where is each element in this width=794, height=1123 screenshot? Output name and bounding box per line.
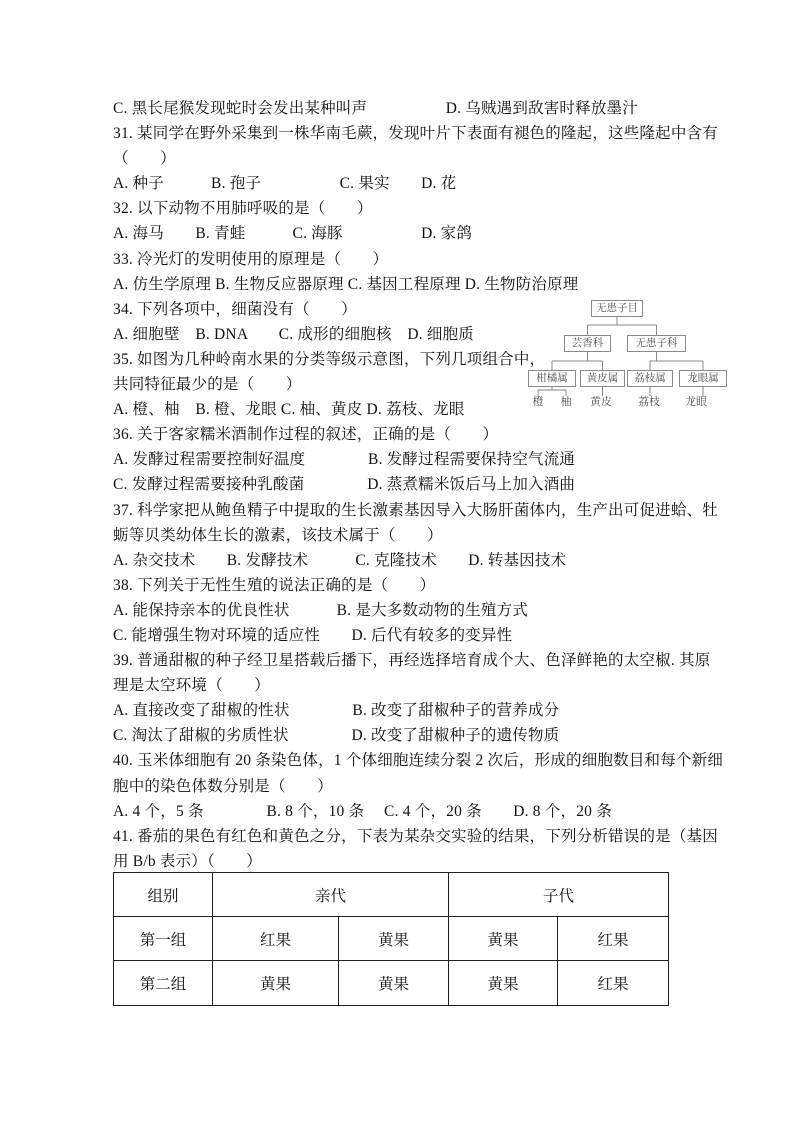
q37-text-2: 蛎等贝类幼体生长的激素，该技术属于（ ） [113, 526, 443, 544]
q38-text: 38. 下列关于无性生殖的说法正确的是（ ） [113, 576, 436, 594]
diagram-leaf-orange: 橙 [532, 396, 544, 408]
q37-options: A. 杂交技术 B. 发酵技术 C. 克隆技术 D. 转基因技术 [113, 551, 567, 569]
cell-offspring-2: 红果 [558, 961, 669, 1006]
q36-options-ab: A. 发酵过程需要控制好温度 B. 发酵过程需要保持空气流通 [113, 451, 576, 469]
diagram-leaf-lychee: 荔枝 [638, 396, 660, 408]
q39-text-1: 39. 普通甜椒的种子经卫星搭载后播下，再经选择培育成个大、色泽鲜艳的太空椒. 其原 [113, 652, 711, 670]
diagram-node-genus-citrus: 柑橘属 [528, 370, 576, 387]
cell-group: 第二组 [114, 961, 213, 1006]
diagram-leaf-pomelo: 柚 [560, 396, 572, 408]
q34-text: 34. 下列各项中，细菌没有（ ） [113, 300, 357, 318]
diagram-leaf-wampee: 黄皮 [590, 396, 612, 408]
diagram-leaf-longan: 龙眼 [685, 396, 707, 408]
q31-options: A. 种子 B. 孢子 C. 果实 D. 花 [113, 175, 457, 193]
diagram-node-genus-clausena: 黄皮属 [580, 370, 625, 387]
diagram-node-order: 无患子目 [591, 300, 643, 317]
q38-options-ab: A. 能保持亲本的优良性状 B. 是大多数动物的生殖方式 [113, 601, 529, 619]
cell-parent-2: 黄果 [339, 961, 449, 1006]
q40-options: A. 4 个，5 条 B. 8 个，10 条 C. 4 个，20 条 D. 8 个，20 条 [113, 802, 612, 820]
table-row [114, 917, 669, 961]
q41-text-2: 用 B/b 表示）（ ） [113, 852, 262, 870]
q35-text-1: 35. 如图为几种岭南水果的分类等级示意图，下列几项组合中， [113, 350, 546, 368]
cell-parent-2: 黄果 [339, 917, 449, 961]
diagram-node-genus-longan: 龙眼属 [679, 370, 727, 387]
diagram-node-genus-litchi: 荔枝属 [627, 370, 673, 387]
cell-offspring-1: 黄果 [449, 961, 558, 1006]
table-header-row [114, 873, 669, 917]
q32-options: A. 海马 B. 青蛙 C. 海豚 D. 家鸽 [113, 225, 473, 243]
question-text-block [113, 96, 753, 874]
cell-parent-1: 黄果 [213, 961, 339, 1006]
q40-text-1: 40. 玉米体细胞有 20 条染色体，1 个体细胞连续分裂 2 次后，形成的细胞数目和每个新细 [113, 752, 724, 770]
cross-experiment-table [113, 872, 669, 1006]
q32-text: 32. 以下动物不用肺呼吸的是（ ） [113, 200, 373, 218]
q39-options-cd: C. 淘汰了甜椒的劣质性状 D. 改变了甜椒种子的遗传物质 [113, 727, 560, 745]
q34-options: A. 细胞壁 B. DNA C. 成形的细胞核 D. 细胞质 [113, 325, 474, 343]
q36-text: 36. 关于客家糯米酒制作过程的叙述，正确的是（ ） [113, 426, 499, 444]
cell-offspring-1: 黄果 [449, 917, 558, 961]
q31-text: 31. 某同学在野外采集到一株华南毛蕨，发现叶片下表面有褪色的隆起，这些隆起中含有 [113, 125, 718, 143]
q40-text-2: 胞中的染色体数分别是（ ） [113, 777, 333, 795]
diagram-node-family-sapindaceae: 无患子科 [627, 335, 686, 352]
q35-text-2: 共同特征最少的是（ ） [113, 376, 302, 394]
cell-offspring-2: 红果 [558, 917, 669, 961]
diagram-node-family-rutaceae: 芸香科 [564, 335, 611, 352]
q35-options: A. 橙、柚 B. 橙、龙眼 C. 柚、黄皮 D. 荔枝、龙眼 [113, 401, 465, 419]
q39-options-ab: A. 直接改变了甜椒的性状 B. 改变了甜椒种子的营养成分 [113, 702, 560, 720]
header-offspring: 子代 [449, 873, 669, 917]
q33-options: A. 仿生学原理 B. 生物反应器原理 C. 基因工程原理 D. 生物防治原理 [113, 275, 579, 293]
q30-options-cd: C. 黑长尾猴发现蛇时会发出某种叫声 D. 乌贼遇到敌害时释放墨汁 [113, 100, 638, 117]
q33-text: 33. 冷光灯的发明使用的原理是（ ） [113, 250, 389, 268]
q41-text-1: 41. 番茄的果色有红色和黄色之分，下表为某杂交实验的结果，下列分析错误的是（基因 [113, 827, 718, 845]
header-group: 组别 [114, 873, 213, 917]
header-parent: 亲代 [213, 873, 449, 917]
q31-brackets: （ ） [113, 150, 176, 168]
fruit-classification-diagram [528, 296, 740, 422]
cell-group: 第一组 [114, 917, 213, 961]
table-row [114, 961, 669, 1006]
q36-options-cd: C. 发酵过程需要接种乳酸菌 D. 蒸煮糯米饭后马上加入酒曲 [113, 476, 576, 494]
q39-text-2: 理是太空环境（ ） [113, 677, 271, 695]
q38-options-cd: C. 能增强生物对环境的适应性 D. 后代有较多的变异性 [113, 626, 513, 644]
cell-parent-1: 红果 [213, 917, 339, 961]
q37-text-1: 37. 科学家把从鲍鱼精子中提取的生长激素基因导入大肠肝菌体内，生产出可促进蛤、牡 [113, 501, 718, 519]
